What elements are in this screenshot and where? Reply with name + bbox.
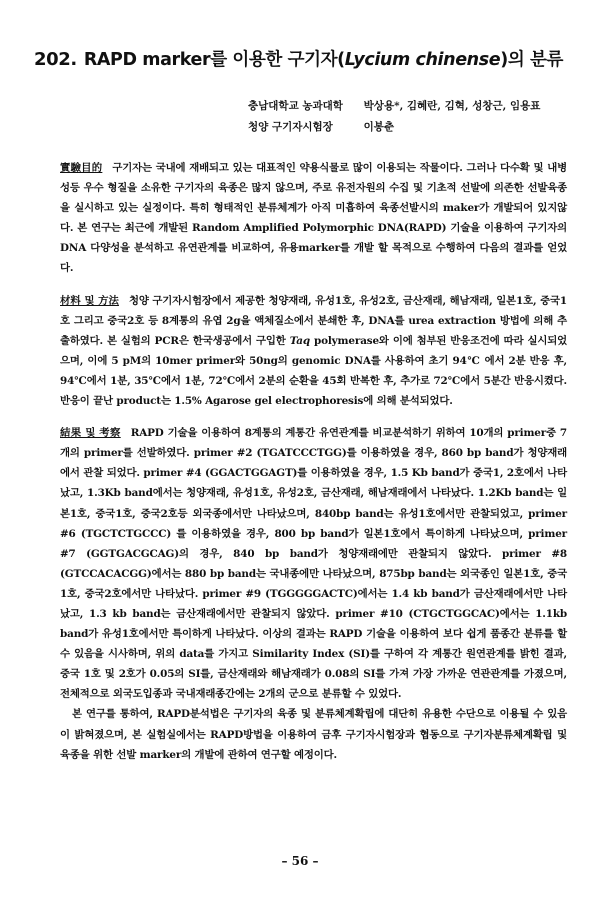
title-prefix: RAPD marker를 이용한 구기자( bbox=[83, 50, 345, 70]
section-purpose bbox=[60, 158, 567, 279]
abstract-body bbox=[60, 158, 567, 765]
paper-title bbox=[34, 46, 594, 71]
section-text: polymerase와 이에 첨부된 반응조건에 따라 실시되었으며, 이에 5 pM의 10mer primer와 50ng의 genomic DNA를 사용하여 초기 94℃ 에서 2분 반응 후, 94℃에서 1분, 35℃에서 1분, 72℃에서 2분의 순환을 45회 반복한 후, 추가로 72℃에서 5분간 반응시켰다. 반응이 끝난 product는 1.5% Agarose gel electrophoresis에 의해 분석되었다. bbox=[60, 334, 567, 408]
taq-term: Taq bbox=[289, 334, 310, 347]
abstract-number: 202. bbox=[34, 49, 77, 70]
author-block bbox=[248, 96, 568, 138]
section-label: 結果 및 考察 bbox=[60, 427, 121, 440]
affiliation: 청양 구기자시험장 bbox=[248, 121, 333, 133]
author-names: 이봉춘 bbox=[363, 121, 395, 133]
section-text: RAPD 기술을 이용하여 8계통의 계통간 유연관계를 비교분석하기 위하여 10개의 primer중 7개의 primer를 선발하였다. primer #2 (TGATCCCTGG)를 이용하였을 경우, 860 bp band가 청양재래에서 관찰 되었다. primer #4 (GGACTGGAGT)를 이용하였을 경우, 1.5 Kb band가 중국1, 2호에서 나타났고, 1.3Kb band에서는 청양재래, 유성1호, 유성2호, 금산재래, 해남재래에서 나타났다. 1.2Kb band는 일본1호, 중국1호, 중국2호등 외국종에서만 나타났으며, 840bp band는 유성1호에서만 관찰되었고, primer #6 (TGCTCTGCCC) 를 이용하였을 경우, 800 bp band가 일본1호에서 특이하게 나타났으며, primer #7 (GGTGACGCAG)의 경우, 840 bp band가 청양재래에만 관찰되지 않았다. primer #8 (GTCCACACGG)에서는 880 bp band는 국내종에만 나타났으며, 875bp band는 외국종인 일본1호, 중국1호, 중국2호에서만 나타났다. primer #9 (TGGGGGACTC)에서는 1.4 kb band가 금산재래에서만 나타났고, 1.3 kb band는 금산재래에서만 관찰되지 않았다. primer #10 (CTGCTGGCAC)에서는 1.1kb band가 유성1호에서만 특이하게 나타났다. 이상의 결과는 RAPD 기술을 이용하여 보다 쉽게 품종간 분류를 할 수 있음을 시사하며, 위의 data를 가지고 Similarity Index (SI)를 구하여 각 계통간 원연관계를 밝힌 결과, 중국 1호 및 2호가 0.05의 SI를, 금산재래와 해남재래가 0.08의 SI를 가져 가장 가까운 연관관계를 가졌으며, 전체적으로 외국도입종과 국내재래종간에는 2개의 군으로 분류할 수 있었다. bbox=[60, 427, 567, 701]
section-label: 材料 및 方法 bbox=[60, 294, 119, 307]
author-row bbox=[248, 96, 568, 117]
title-latin-name: Lycium chinense bbox=[344, 50, 501, 70]
page-number: – 56 – bbox=[281, 854, 319, 868]
title-suffix: )의 분류 bbox=[500, 50, 564, 70]
section-label: 實驗目的 bbox=[60, 162, 103, 174]
author-names: 박상용*, 김혜란, 김혁, 성창근, 임용표 bbox=[363, 100, 541, 112]
section-methods bbox=[60, 291, 567, 412]
section-results bbox=[60, 423, 567, 704]
affiliation: 충남대학교 농과대학 bbox=[248, 100, 343, 112]
section-text: 청양 구기자시험장에서 제공한 청양재래, 유성1호, 유성2호, 금산재래, 해남재래, 일본1호, 중국1호 그리고 중국2호 등 8계통의 유엽 2g을 액체질소에서 분쇄한 후, DNA를 urea extraction 방법에 의해 추출하였다. 본 실험의 PCR은 한국생공에서 구입한 bbox=[60, 294, 567, 347]
section-text: 본 연구를 통하여, RAPD분석법은 구기자의 육종 및 분류체계확립에 대단히 유용한 수단으로 이용될 수 있음이 밝혀졌으며, 본 실험실에서는 RAPD방법을 이용하여 금후 구기자시험장과 협동으로 구기자분류체계확립 및 육종을 위한 선발 marker의 개발에 관하여 연구할 예정이다. bbox=[60, 708, 567, 761]
author-row bbox=[248, 117, 568, 138]
section-conclusion bbox=[60, 704, 567, 764]
section-text: 구기자는 국내에 재배되고 있는 대표적인 약용식물로 많이 이용되는 작물이다. 그러나 다수확 및 내병성등 우수 형질을 소유한 구기자의 육종은 많지 않으며, 주로 유전자원의 수집 및 기초적 선발에 의존한 선발육종을 실시하고 있는 실정이다. 특히 형태적인 분류체계가 아직 미흡하여 육종선발시의 maker가 개발되어 있지않다. 본 연구는 최근에 개발된 Random Amplified Polymorphic DNA(RAPD) 기술을 이용하여 구기자의 DNA 다양성을 분석하고 유연관계를 비교하여, 유용marker를 개발 할 목적으로 수행하여 다음의 결과를 얻었다. bbox=[60, 162, 567, 275]
